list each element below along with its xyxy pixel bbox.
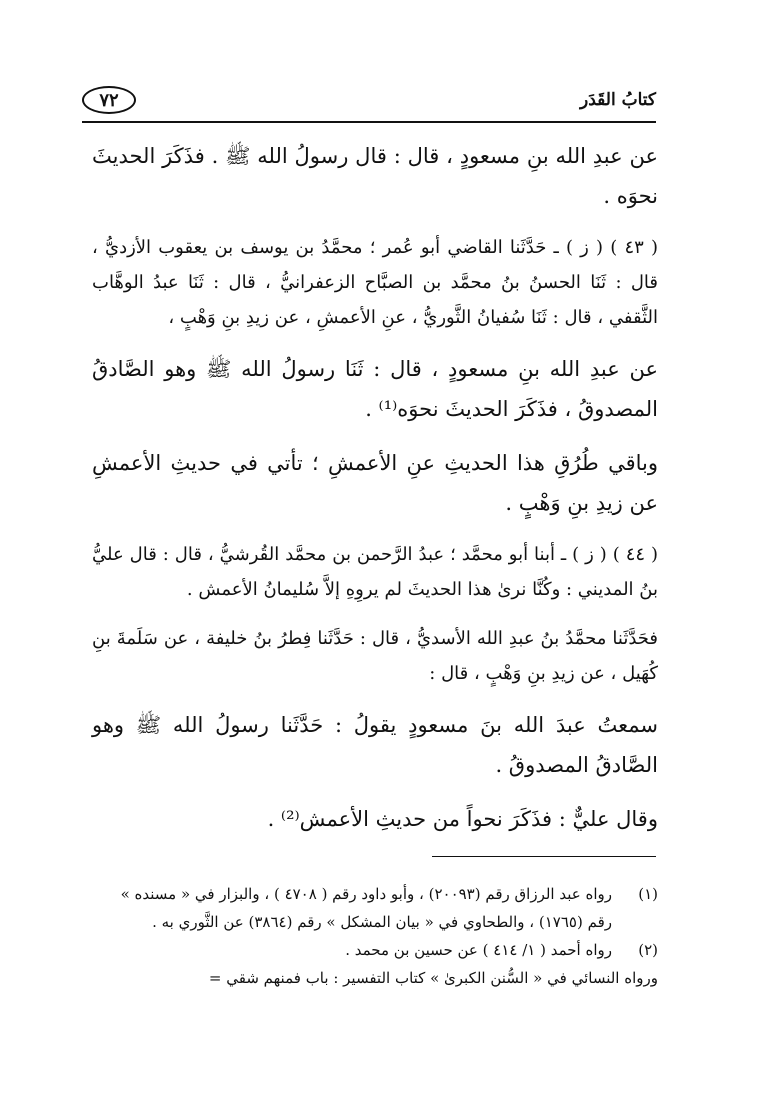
footnote-number: (١) xyxy=(638,885,658,903)
paragraph: عن عبدِ الله بنِ مسعودٍ ، قال : قال رسولُ الله ﷺ . فذَكَرَ الحديثَ نحوَه . xyxy=(92,144,658,208)
paragraph: فحَدَّثَنا محمَّدُ بنُ عبدِ الله الأسديُّ ، قال : حَدَّثَنا فِطرُ بنُ خليفة ، عن سَلَمةَ بنِ كُهَيل ، عن زيدِ بنِ وَهْبٍ ، قال : xyxy=(92,628,658,684)
footnote-number: (٢) xyxy=(638,941,658,959)
footnotes xyxy=(92,880,658,992)
page-number: ٧٢ xyxy=(82,86,136,114)
footnote-continuation: ورواه النسائي في « السُّنن الكبرىٰ » كتاب التفسير : باب فمنهم شقي = xyxy=(208,969,658,987)
paragraph: عن عبدِ الله بنِ مسعودٍ ، قال : ثَنَا رسولُ الله ﷺ وهو الصَّادقُ المصدوقُ ، فذَكَرَ الحديثَ نحوَه⁽¹⁾ . xyxy=(92,357,658,421)
paragraph: ( ٤٣ ) ( ز ) ـ حَدَّثَنا القاضي أبو عُمر ؛ محمَّدُ بن يوسف بن يعقوب الأزديُّ ، قال : ثَنَا الحسنُ بنُ محمَّد بن الصبَّاح الزعفرانيُّ ، قال : ثَنَا عبدُ الوهَّاب الثَّقفي ، قال : ثَنَا سُفيانُ الثَّوريُّ ، عنِ الأعمشِ ، عن زيدِ بنِ وَهْبٍ ، xyxy=(92,237,658,328)
paragraph: وقال عليٌّ : فذَكَرَ نحواً من حديثِ الأعمش⁽²⁾ . xyxy=(267,807,658,831)
book-title: كتابُ القَدَر xyxy=(580,90,656,110)
paragraph: وباقي طُرُقِ هذا الحديثِ عنِ الأعمشِ ؛ تأتي في حديثِ الأعمشِ عن زيدِ بنِ وَهْبٍ . xyxy=(92,451,658,515)
paragraph: ( ٤٤ ) ( ز ) ـ أبنا أبو محمَّد ؛ عبدُ الرَّحمن بن محمَّد القُرشيُّ ، قال : قال عليُّ بنُ المديني : وكُنَّا نرىٰ هذا الحديثَ لم يروِهِ إلاَّ سُليمانُ الأعمش . xyxy=(92,544,658,600)
footnote-rule xyxy=(432,856,656,857)
footnote-2 xyxy=(92,936,658,964)
paragraph: سمعتُ عبدَ الله بنَ مسعودٍ يقولُ : حَدَّثَنا رسولُ الله ﷺ وهو الصَّادقُ المصدوقُ . xyxy=(92,713,658,777)
header-rule xyxy=(82,121,656,123)
footnote-1 xyxy=(92,880,658,936)
main-text xyxy=(92,136,658,853)
footnote-text: رواه أحمد ( ١/ ٤١٤ ) عن حسين بن محمد . xyxy=(345,941,612,959)
footnote-text: رواه عبد الرزاق رقم (٢٠٠٩٣) ، وأبو داود رقم ( ٤٧٠٨ ) ، والبزار في « مسنده » رقم (١٧٦٥) ، والطحاوي في « بيان المشكل » رقم (٣٨٦٤) عن الثَّوري به . xyxy=(120,885,612,931)
page-header xyxy=(82,86,656,120)
